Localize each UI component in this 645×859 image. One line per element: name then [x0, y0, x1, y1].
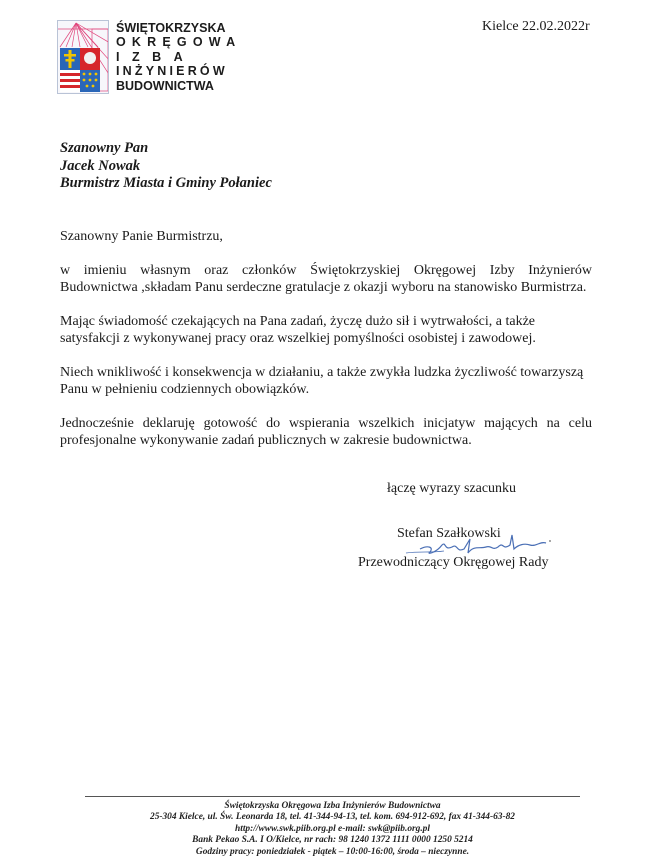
footer-address: 25-304 Kielce, ul. Św. Leonarda 18, tel. 41-344-94-13, tel. kom. 694-912-692, fax 41-344-63-82: [150, 812, 515, 823]
logo-wordmark: [116, 21, 241, 93]
closing-phrase: łączę wyrazy szacunku: [387, 481, 517, 496]
handwritten-signature-icon: [400, 527, 560, 557]
footer-org-name: Świętokrzyska Okręgowa Izba Inżynierów Budownictwa: [224, 801, 441, 811]
logo-line: IZBA: [116, 49, 196, 64]
recipient-salutation: Szanowny Pan: [60, 140, 149, 156]
body-paragraph: Mając świadomość czekających na Pana zadań, życzę dużo sił i wytrwałości, a także satysfakcji z wykonywanej pracy oraz wszelkiej pomyślności osobistej i zawodowej.: [60, 314, 536, 346]
footer-divider: [85, 796, 580, 797]
footer-web-email: http://www.swk.piib.org.pl e-mail: swk@piib.org.pl: [235, 823, 430, 834]
logo-line: INŻYNIERÓW: [116, 64, 228, 79]
recipient-name: Jacek Nowak: [60, 157, 141, 174]
body-paragraph: Jednocześnie deklaruję gotowość do wspierania wszelkich inicjatyw mających na celu profesjonalne wykonywanie zadań publicznych w zakresie budownictwa.: [60, 416, 592, 448]
letter-date: Kielce 22.02.2022r: [482, 19, 590, 34]
footer-bank: Bank Pekao S.A. I O/Kielce, nr rach: 98 1240 1372 1111 0000 1250 5214: [192, 835, 473, 846]
signer-role: Przewodniczący Okręgowej Rady: [358, 555, 549, 570]
letter-body: [60, 228, 592, 466]
recipient-title: Burmistrz Miasta i Gminy Połaniec: [60, 175, 272, 191]
logo-line: OKRĘGOWA: [116, 35, 242, 50]
body-paragraph: w imieniu własnym oraz członków Świętokrzyskiej Okręgowej Izby Inżynierów Budownictwa ,składam Panu serdeczne gratulacje z okazji wyboru na stanowisko Burmistrza.: [60, 263, 592, 295]
body-paragraph: Niech wnikliwość i konsekwencja w działaniu, a także zwykła ludzka życzliwość towarzyszą Panu w pełnieniu codziennych obowiązków.: [60, 365, 584, 397]
greeting: Szanowny Panie Burmistrzu,: [60, 229, 223, 244]
logo-line: BUDOWNICTWA: [116, 78, 214, 93]
signer-name: Stefan Szałkowski: [397, 526, 501, 541]
recipient-block: [60, 140, 272, 193]
logo-emblem: [57, 20, 109, 94]
letter-footer: [70, 801, 595, 858]
emblem-graphic-icon: [58, 21, 109, 94]
chamber-logo: [57, 20, 242, 94]
footer-hours: Godziny pracy: poniedziałek - piątek – 10:00-16:00, środa – nieczynne.: [195, 846, 470, 857]
logo-line: ŚWIĘTOKRZYSKA: [116, 21, 226, 35]
